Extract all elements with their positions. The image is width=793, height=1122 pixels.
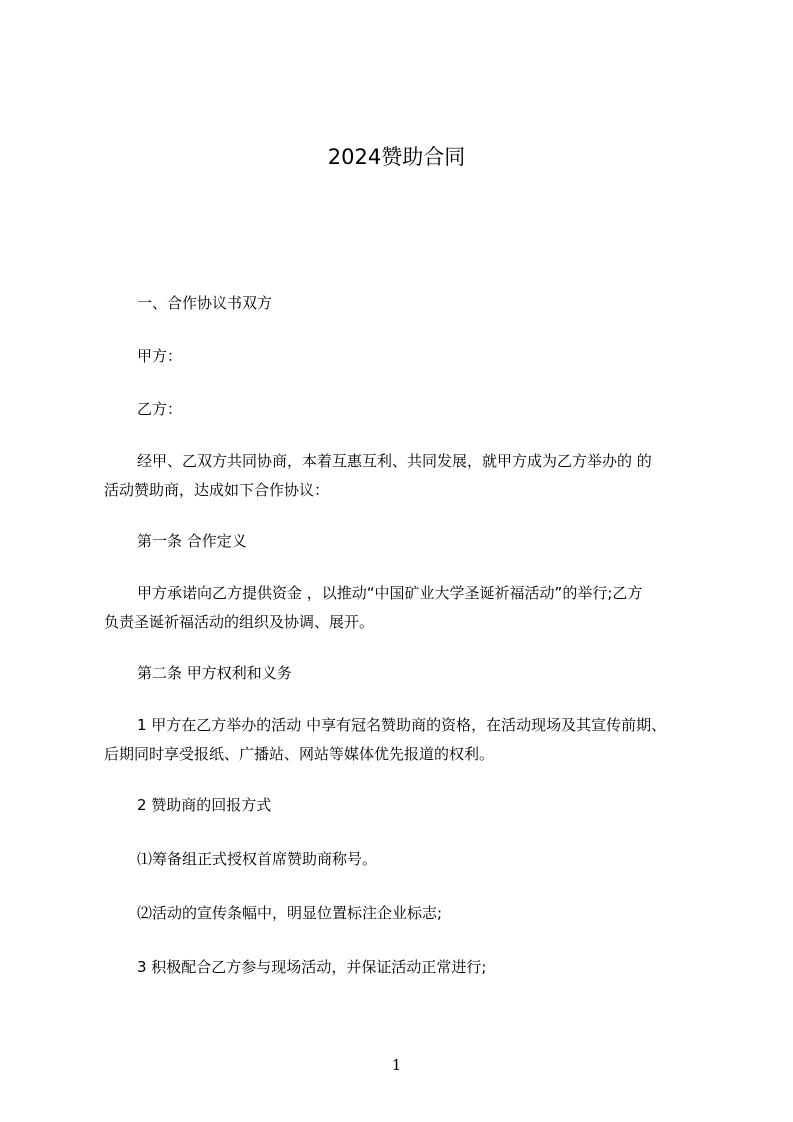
clause-2-heading: 2 赞助商的回报方式 (137, 796, 272, 814)
clause-3: 3 积极配合乙方参与现场活动，并保证活动正常进行; (137, 958, 487, 976)
page-number: 1 (391, 1056, 402, 1074)
party-a-label: 甲方： (137, 347, 183, 365)
article-1-line-2: 负责圣诞祈福活动的组织及协调、展开。 (104, 613, 375, 631)
article-1-line-1: 甲方承诺向乙方提供资金 ，以推动“中国矿业大学圣诞祈福活动”的举行;乙方 (137, 584, 643, 602)
clause-2-item-1: ⑴筹备组正式授权首席赞助商称号。 (137, 850, 378, 868)
document-title: 2024赞助合同 (327, 145, 466, 169)
clause-2-item-2: ⑵活动的宣传条幅中，明显位置标注企业标志; (137, 904, 443, 922)
article-1-heading: 第一条 合作定义 (137, 532, 247, 550)
clause-1-line-2: 后期同时享受报纸、广播站、网站等媒体优先报道的权利。 (104, 745, 495, 763)
article-2-heading: 第二条 甲方权利和义务 (137, 664, 292, 682)
section-heading: 一、合作协议书双方 (137, 294, 273, 312)
party-b-label: 乙方： (137, 400, 183, 418)
article-1-paragraph (104, 579, 707, 637)
clause-1-paragraph (104, 711, 707, 769)
clause-1-line-1: 1 甲方在乙方举办的活动 中享有冠名赞助商的资格，在活动现场及其宣传前期、 (137, 716, 667, 734)
intro-line-1: 经甲、乙双方共同协商，本着互惠互利、共同发展，就甲方成为乙方举办的 的 (137, 452, 652, 470)
intro-paragraph (104, 447, 707, 505)
intro-line-2: 活动赞助商，达成如下合作协议： (104, 481, 330, 499)
